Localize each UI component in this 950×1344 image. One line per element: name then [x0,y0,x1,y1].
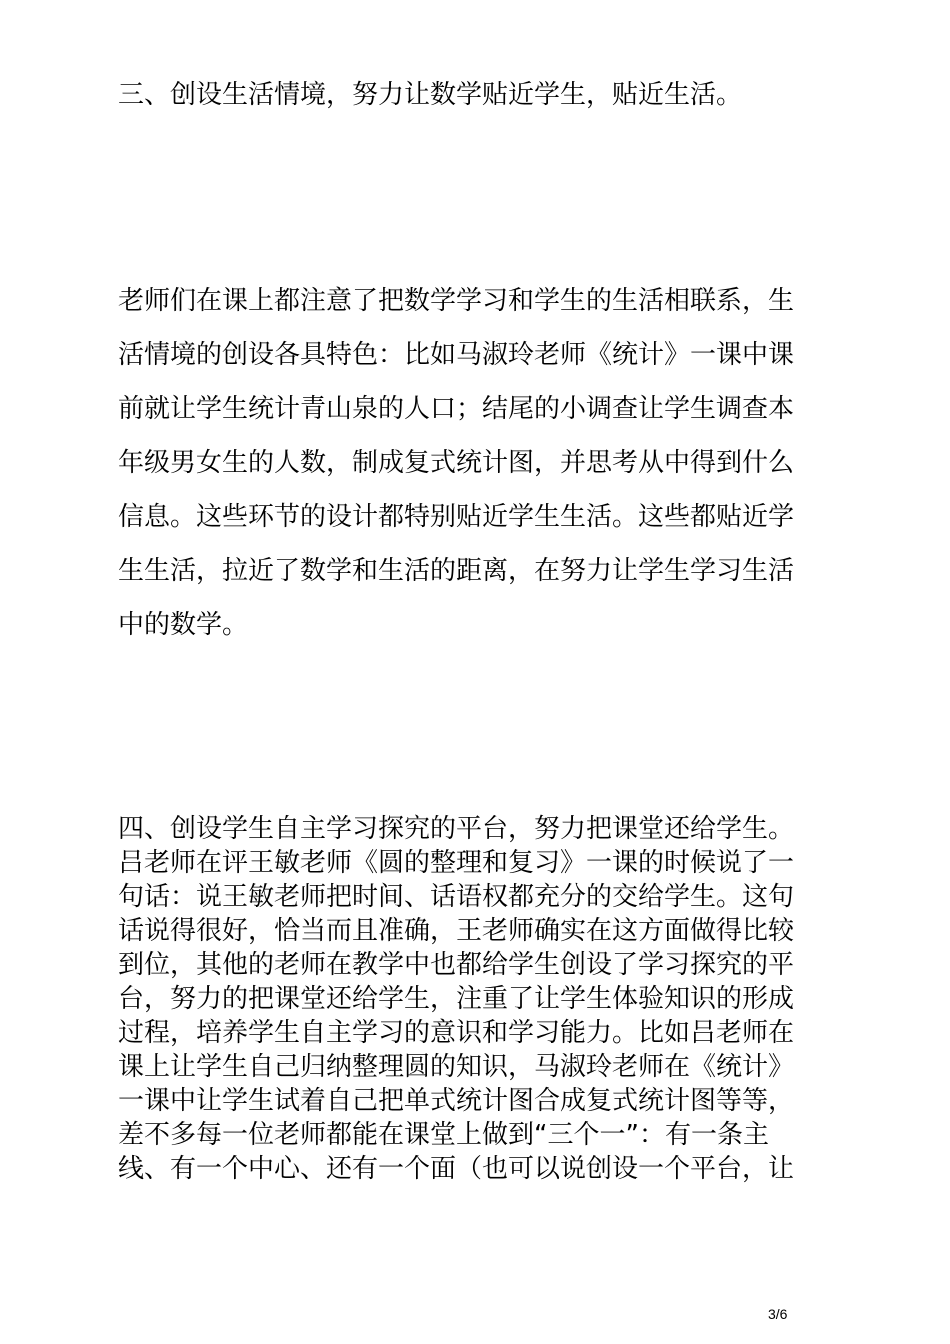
paragraph-line: 吕老师在评王敏老师《圆的整理和复习》一课的时候说了一 [118,848,795,878]
paragraph-line: 过程，培养学生自主学习的意识和学习能力。比如吕老师在 [118,1018,795,1048]
paragraph-line: 台，努力的把课堂还给学生，注重了让学生体验知识的形成 [118,984,795,1014]
paragraph-line: 课上让学生自己归纳整理圆的知识，马淑玲老师在《统计》 [118,1052,795,1082]
paragraph-line: 线、有一个中心、还有一个面（也可以说创设一个平台，让 [118,1154,795,1184]
paragraph-line: 差不多每一位老师都能在课堂上做到“三个一”：有一条主 [118,1120,769,1150]
paragraph-line: 老师们在课上都注意了把数学学习和学生的生活相联系，生 [118,286,795,316]
paragraph-line: 中的数学。 [118,610,249,640]
section-4-heading: 四、创设学生自主学习探究的平台，努力把课堂还给学生。 [118,814,795,844]
section-3-heading: 三、创设生活情境，努力让数学贴近学生，贴近生活。 [118,80,743,110]
paragraph-line: 一课中让学生试着自己把单式统计图合成复式统计图等等， [118,1086,795,1116]
paragraph-line: 前就让学生统计青山泉的人口；结尾的小调查让学生调查本 [118,394,795,424]
paragraph-line: 信息。这些环节的设计都特别贴近学生生活。这些都贴近学 [118,502,795,532]
paragraph-line: 句话：说王敏老师把时间、话语权都充分的交给学生。这句 [118,882,795,912]
paragraph-line: 话说得很好，恰当而且准确，王老师确实在这方面做得比较 [118,916,795,946]
page-number: 3/6 [768,1306,788,1322]
paragraph-line: 年级男女生的人数，制成复式统计图，并思考从中得到什么 [118,448,795,478]
paragraph-line: 活情境的创设各具特色：比如马淑玲老师《统计》一课中课 [118,340,795,370]
paragraph-line: 到位，其他的老师在教学中也都给学生创设了学习探究的平 [118,950,795,980]
paragraph-line: 生生活，拉近了数学和生活的距离，在努力让学生学习生活 [118,556,795,586]
